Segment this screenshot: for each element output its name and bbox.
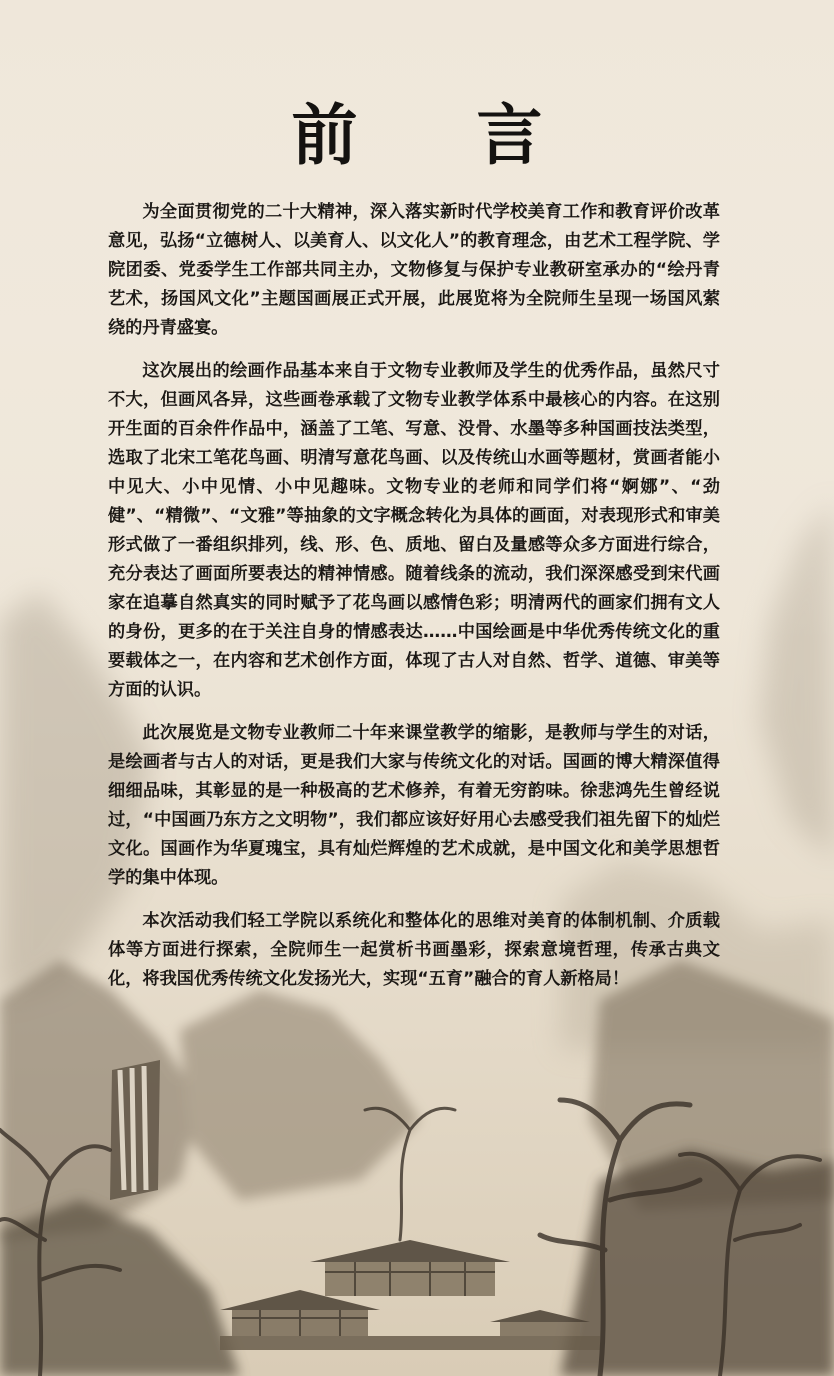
preface-paragraph-2: 这次展出的绘画作品基本来自于文物专业教师及学生的优秀作品，虽然尺寸不大，但画风各异，这些画卷承载了文物专业教学体系中最核心的内容。在这别开生面的百余件作品中，涵盖了工笔、写意、没骨、水墨等多种国画技法类型，选取了北宋工笔花鸟画、明清写意花鸟画、以及传统山水画等题材，赏画者能小中见大、小中见情、小中见趣味。文物专业的老师和同学们将“婀娜”、“劲健”、“精微”、“文雅”等抽象的文字概念转化为具体的画面，对表现形式和审美形式做了一番组织排列，线、形、色、质地、留白及量感等众多方面进行综合，充分表达了画面所要表达的精神情感。随着线条的流动，我们深深感受到宋代画家在追摹自然真实的同时赋予了花鸟画以感情色彩；明清两代的画家们拥有文人的身份，更多的在于关注自身的情感表达……中国绘画是中华优秀传统文化的重要载体之一，在内容和艺术创作方面，体现了古人对自然、哲学、道德、审美等方面的认识。: [108, 361, 720, 700]
page-title: 前 言: [291, 96, 591, 174]
preface-paragraph-4: 本次活动我们轻工学院以系统化和整体化的思维对美育的体制机制、介质载体等方面进行探索，全院师生一起赏析书画墨彩，探索意境哲理，传承古典文化，将我国优秀传统文化发扬光大，实现“五育”融合的育人新格局！: [108, 911, 720, 989]
pavilion-buildings: [220, 1240, 600, 1350]
waterfall: [110, 1060, 160, 1200]
preface-paragraph-1: 为全面贯彻党的二十大精神，深入落实新时代学校美育工作和教育评价改革意见，弘扬“立德树人、以美育人、以文化人”的教育理念，由艺术工程学院、学院团委、党委学生工作部共同主办，文物修复与保护专业教研室承办的“绘丹青艺术，扬国风文化”主题国画展正式开展，此展览将为全院师生呈现一场国风萦绕的丹青盛宴。: [108, 202, 720, 338]
preface-body: [108, 198, 720, 1008]
preface-paragraph-3: 此次展览是文物专业教师二十年来课堂教学的缩影，是教师与学生的对话，是绘画者与古人的对话，更是我们大家与传统文化的对话。国画的博大精深值得细细品味，其彰显的是一种极高的艺术修养，有着无穷韵味。徐悲鸿先生曾经说过，“中国画乃东方之文明物”，我们都应该好好用心去感受我们祖先留下的灿烂文化。国画作为华夏瑰宝，具有灿烂辉煌的艺术成就，是中国文化和美学思想哲学的集中体现。: [108, 723, 720, 888]
